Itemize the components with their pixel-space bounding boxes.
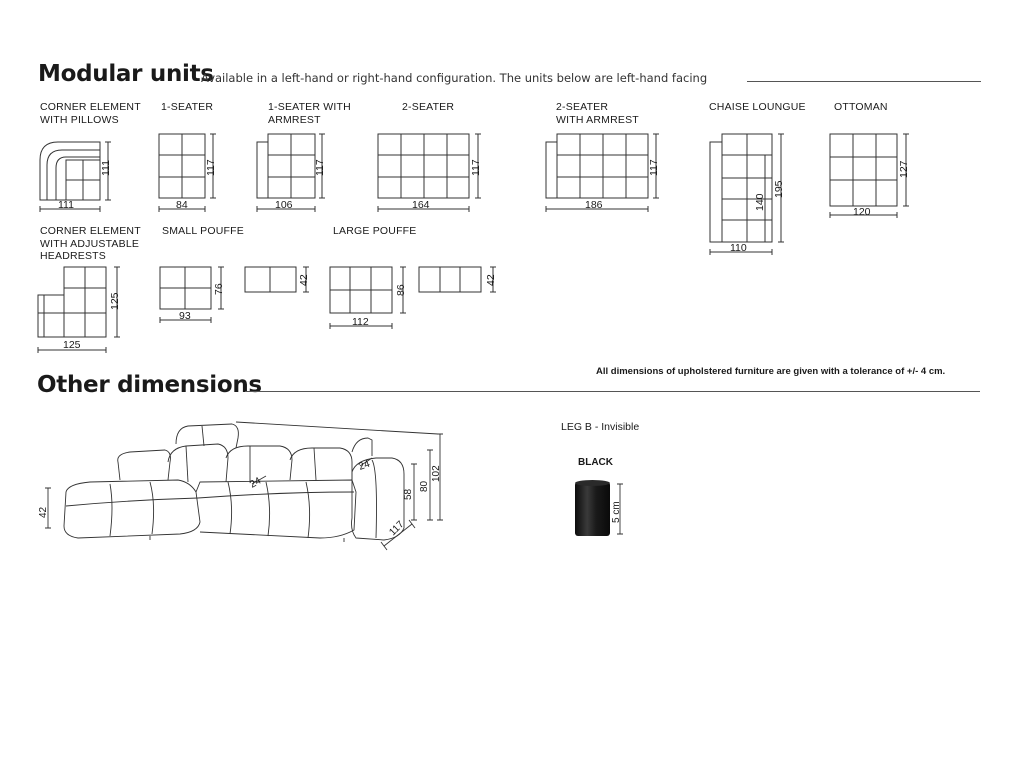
sofa-total-height: 102 (431, 465, 442, 482)
leg-icon (575, 482, 610, 536)
corner-pillows-drawing (40, 142, 111, 212)
chaise-label: CHAISE LOUNGUE (709, 101, 806, 113)
chaise-width: 110 (730, 242, 747, 254)
large-pouffe-depth: 86 (395, 284, 407, 296)
leg-color-label: BLACK (578, 457, 613, 468)
one-seater-depth: 117 (205, 159, 217, 176)
ottoman-depth: 127 (898, 160, 910, 178)
large-pouffe-label: LARGE POUFFE (333, 225, 417, 237)
one-seater-width: 84 (176, 199, 188, 211)
other-dimensions-divider (245, 391, 980, 392)
leg-type-label: LEG B - Invisible (561, 421, 640, 433)
modular-units-drawings (0, 0, 1024, 370)
corner-headrests-width: 125 (63, 339, 81, 351)
one-seater-arm-depth: 117 (314, 159, 326, 176)
two-seater-arm-label: 2-SEATER WITH ARMREST (556, 101, 639, 126)
modular-units-title: Modular units (38, 61, 214, 87)
other-dimensions-title: Other dimensions (37, 372, 262, 398)
one-seater-arm-width: 106 (275, 199, 293, 211)
modular-units-subtitle: Available in a left-hand or right-hand configuration. The units below are left-hand facing (201, 71, 708, 85)
sofa-perspective-drawing (0, 400, 520, 560)
corner-pillows-width: 111 (58, 199, 74, 211)
ottoman-width: 120 (853, 206, 871, 218)
two-seater-width: 164 (412, 199, 430, 211)
corner-headrests-depth: 125 (109, 292, 121, 310)
small-pouffe-width: 93 (179, 310, 191, 322)
two-seater-label: 2-SEATER (402, 101, 455, 113)
sofa-arm-height: 58 (403, 488, 414, 500)
one-seater-label: 1-SEATER (161, 101, 214, 113)
leg-drawing (560, 476, 640, 546)
sofa-back-height: 80 (419, 480, 430, 492)
sofa-seat-height: 42 (38, 506, 49, 518)
leg-height: 5 cm (611, 501, 622, 523)
sofa-headrest-dim: 24 (357, 458, 372, 473)
large-pouffe-width: 112 (352, 316, 369, 328)
large-pouffe-height: 42 (485, 274, 497, 286)
ottoman-label: OTTOMAN (834, 101, 888, 113)
two-seater-arm-depth: 117 (648, 159, 660, 176)
small-pouffe-height: 42 (298, 274, 310, 286)
corner-headrests-label: CORNER ELEMENT WITH ADJUSTABLE HEADRESTS (40, 225, 141, 262)
sofa-depth: 117 (387, 519, 407, 539)
two-seater-arm-width: 186 (585, 199, 603, 211)
corner-pillows-label: CORNER ELEMENT WITH PILLOWS (40, 101, 141, 126)
two-seater-depth: 117 (470, 159, 482, 176)
corner-pillows-depth: 111 (100, 160, 112, 176)
chaise-inner-depth: 140 (754, 193, 766, 211)
sofa-seat-depth: 24 (248, 475, 264, 491)
tolerance-note: All dimensions of upholstered furniture are given with a tolerance of +/- 4 cm. (596, 366, 946, 377)
small-pouffe-label: SMALL POUFFE (162, 225, 244, 237)
one-seater-arm-label: 1-SEATER WITH ARMREST (268, 101, 351, 126)
small-pouffe-depth: 76 (213, 283, 225, 295)
chaise-depth: 195 (773, 180, 785, 198)
